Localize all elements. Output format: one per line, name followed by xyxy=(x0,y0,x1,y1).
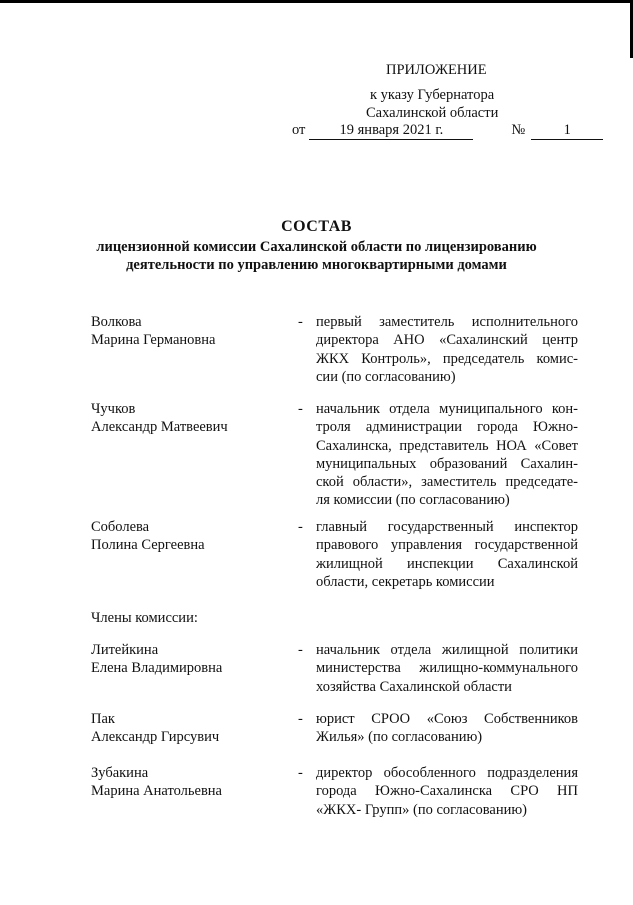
role-line: области, секретарь комиссии xyxy=(316,573,495,590)
role-line: города Южно-Сахалинска СРО НП xyxy=(316,783,578,800)
member-name xyxy=(91,400,281,437)
member-surname: Волкова xyxy=(91,314,142,330)
entry-dash: - xyxy=(298,401,303,417)
subtitle-line-2: деятельности по управлению многоквартирными домами xyxy=(126,257,507,273)
from-label: от xyxy=(292,122,306,138)
role-line: Жилья» (по согласованию) xyxy=(316,729,483,746)
member-name xyxy=(91,518,281,555)
member-role xyxy=(316,764,578,819)
role-line: начальник отдела муниципального кон- xyxy=(316,401,578,417)
member-surname: Литейкина xyxy=(91,642,159,658)
decree-number: 1 xyxy=(531,122,603,140)
number-label: № xyxy=(511,122,526,138)
entry-dash: - xyxy=(298,711,303,727)
role-line: ля комиссии (по согласованию) xyxy=(316,492,510,509)
decree-date: 19 января 2021 г. xyxy=(309,122,473,140)
member-given-name: Александр Гирсувич xyxy=(91,729,220,746)
role-line: муниципальных образований Сахалин- xyxy=(316,455,578,472)
member-surname: Соболева xyxy=(91,519,150,535)
member-given-name: Марина Анатольевна xyxy=(91,783,222,800)
member-role xyxy=(316,400,578,510)
member-given-name: Полина Сергеевна xyxy=(91,537,205,554)
members-heading: Члены комиссии: xyxy=(91,610,198,626)
member-given-name: Елена Владимировна xyxy=(91,660,223,677)
role-line: Сахалинска, представитель НОА «Совет xyxy=(316,437,578,454)
appendix-label: ПРИЛОЖЕНИЕ xyxy=(386,62,487,78)
role-line: начальник отдела жилищной политики xyxy=(316,642,578,658)
role-line: директор обособленного подразделения xyxy=(316,765,578,781)
member-name xyxy=(91,710,281,747)
entry-dash: - xyxy=(298,642,303,658)
role-line: юрист СРОО «Союз Собственников xyxy=(316,711,578,727)
role-line: директора АНО «Сахалинский центр xyxy=(316,332,578,349)
member-given-name: Марина Германовна xyxy=(91,332,216,349)
member-role xyxy=(316,518,578,591)
member-surname: Чучков xyxy=(91,401,136,417)
member-name xyxy=(91,641,281,678)
member-role xyxy=(316,313,578,386)
date-line xyxy=(292,122,603,140)
entry-dash: - xyxy=(298,314,303,330)
member-name xyxy=(91,764,281,801)
member-surname: Зубакина xyxy=(91,765,149,781)
member-given-name: Александр Матвеевич xyxy=(91,419,228,436)
role-line: ской области», заместитель председате- xyxy=(316,474,578,491)
role-line: первый заместитель исполнительного xyxy=(316,314,578,330)
region-name: Сахалинской области xyxy=(366,105,499,121)
member-name xyxy=(91,313,281,350)
document-subtitle xyxy=(0,238,633,274)
role-line: хозяйства Сахалинской области xyxy=(316,678,512,695)
role-line: троля администрации города Южно- xyxy=(316,419,578,436)
role-line: ЖКХ Контроль», председатель комис- xyxy=(316,350,578,367)
decree-reference: к указу Губернатора xyxy=(370,87,495,103)
entry-dash: - xyxy=(298,519,303,535)
role-line: правового управления государственной xyxy=(316,537,578,554)
document-title: СОСТАВ xyxy=(281,218,352,235)
subtitle-line-1: лицензионной комиссии Сахалинской области по лицензированию xyxy=(96,239,537,255)
member-surname: Пак xyxy=(91,711,115,727)
role-line: сии (по согласованию) xyxy=(316,368,456,385)
member-role xyxy=(316,710,578,747)
scan-edge-top xyxy=(0,0,633,3)
entry-dash: - xyxy=(298,765,303,781)
role-line: «ЖКХ- Групп» (по согласованию) xyxy=(316,801,528,818)
role-line: министерства жилищно-коммунального xyxy=(316,660,578,677)
role-line: жилищной инспекции Сахалинской xyxy=(316,555,578,572)
role-line: главный государственный инспектор xyxy=(316,519,578,535)
member-role xyxy=(316,641,578,696)
